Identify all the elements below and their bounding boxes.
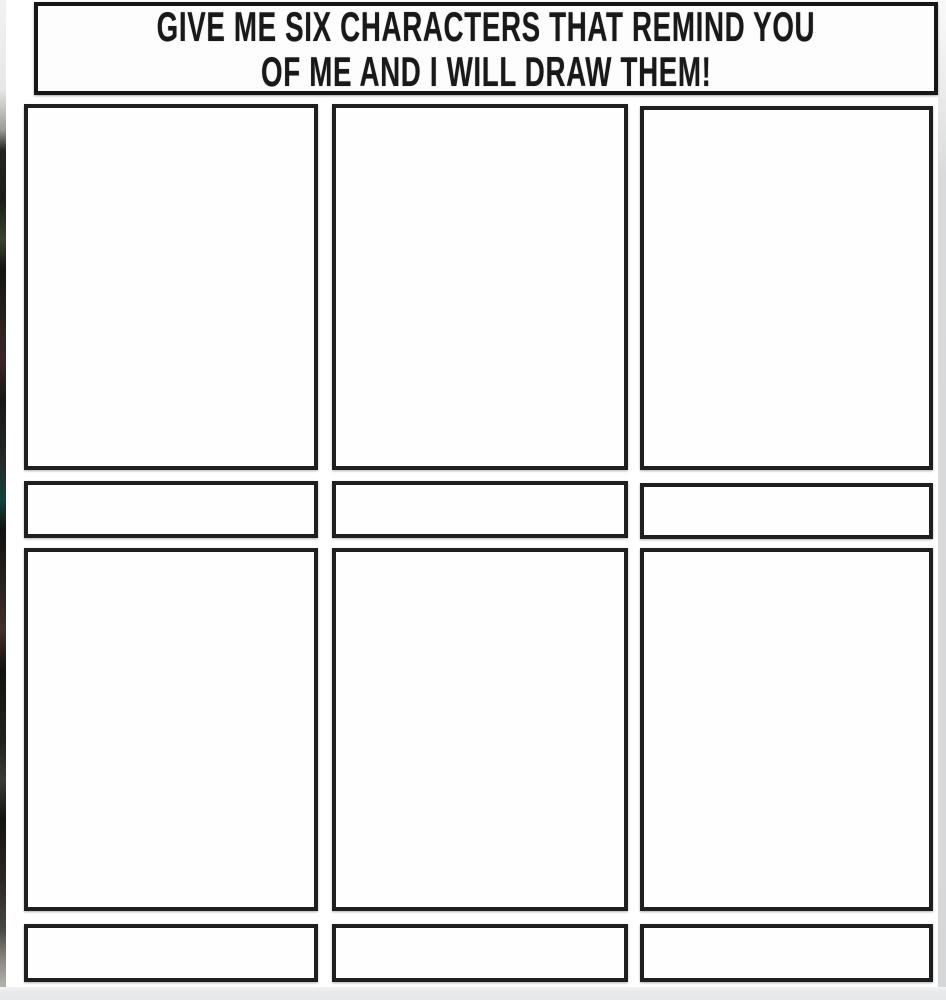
panel-4-name-box	[24, 924, 318, 982]
panel-2-name-label	[336, 485, 624, 534]
panel-5-name-box	[332, 924, 628, 982]
panel-5-name-label	[336, 928, 624, 978]
title-banner	[34, 2, 938, 95]
panel-6-name-box	[640, 924, 933, 982]
panel-1-name-label	[28, 485, 314, 534]
panel-6-name-label	[644, 928, 929, 978]
panel-5-drawing-box	[332, 548, 628, 911]
panel-2-name-box	[332, 481, 628, 538]
panel-6-drawing-box	[640, 548, 933, 911]
panel-4-name-label	[28, 928, 314, 978]
right-edge-artifact-strip	[938, 0, 946, 1000]
title-line-2: OF ME AND I WILL DRAW THEM!	[260, 47, 712, 95]
panel-2-drawing-box	[332, 104, 628, 470]
bottom-edge-artifact-strip	[0, 987, 946, 1000]
panel-1-name-box	[24, 481, 318, 538]
panel-3-name-box	[640, 483, 933, 539]
left-edge-artifact-strip	[0, 0, 6, 1000]
title-line-1: GIVE ME SIX CHARACTERS THAT REMIND YOU	[156, 2, 816, 50]
panel-1-drawing-box	[24, 104, 318, 470]
panel-3-name-label	[644, 487, 929, 535]
panel-3-drawing-box	[640, 106, 933, 470]
panel-4-drawing-box	[24, 548, 318, 911]
